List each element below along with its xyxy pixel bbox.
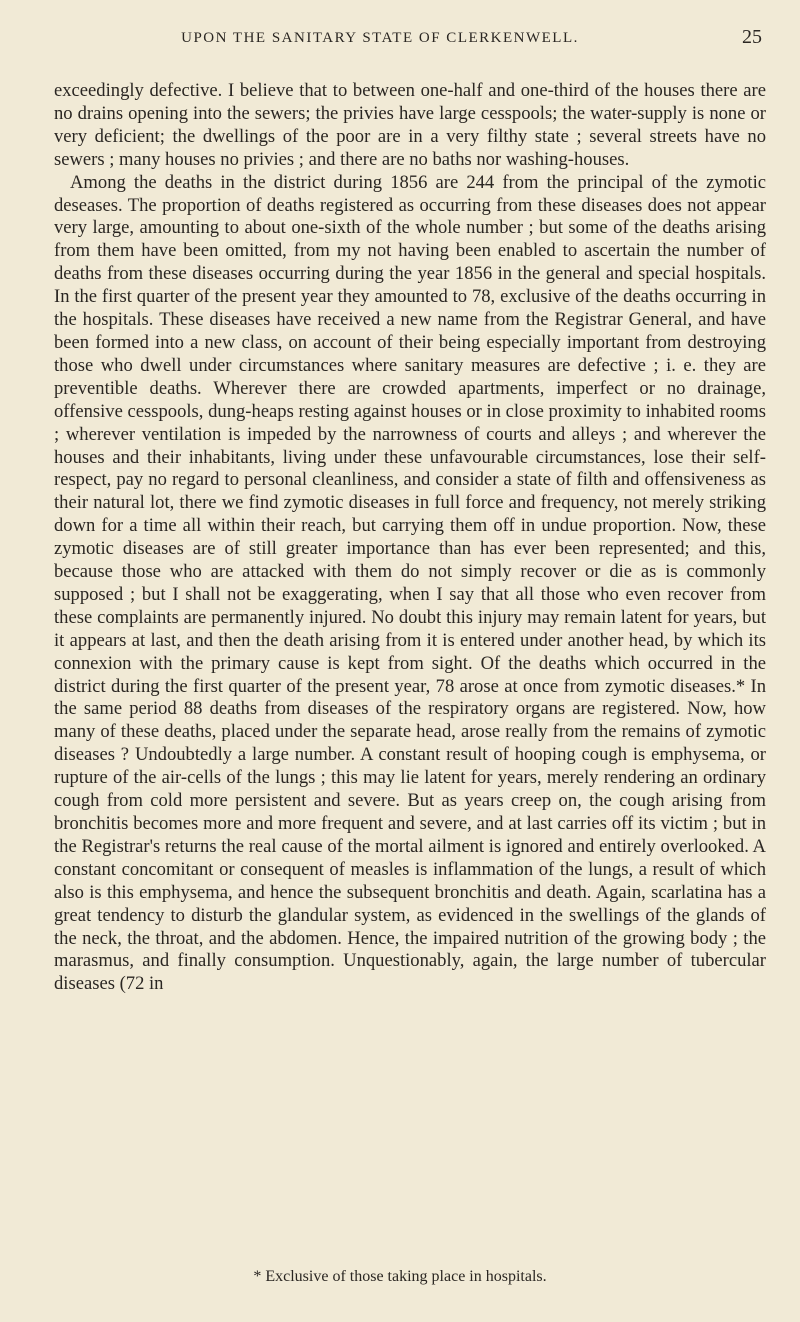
body-text: [54, 80, 766, 996]
running-head: UPON THE SANITARY STATE OF CLERKENWELL.: [181, 30, 579, 46]
paragraph-continued: exceedingly defective. I believe that to between one-half and one-third of the houses there are no drains opening into the sewers; the privies have large cesspools; the water-supply is none or very deficient; the dwellings of the poor are in a very filthy state ; several streets have no sewers ; many houses no privies ; and there are no baths nor washing-houses.: [54, 80, 766, 170]
page-number: 25: [742, 26, 762, 48]
paragraph: Among the deaths in the district during 1856 are 244 from the principal of the zymotic deseases. The proportion of deaths registered as occurring from these diseases does not appear very large, amounting to about one-sixth of the whole number ; but some of the deaths arising from them have been omitted, from my not having been enabled to ascertain the number of deaths from these diseases occurring during the year 1856 in the general and special hospitals. In the first quarter of the present year they amounted to 78, exclusive of the deaths occurring in the hospitals. These diseases have received a new name from the Registrar General, and have been formed into a new class, on account of their being especially important from destroying those who dwell under circumstances where sanitary measures are defective ; i. e. they are preventible deaths. Wherever there are crowded apartments, imperfect or no drainage, offensive cesspools, dung-heaps resting against houses or in close proximity to inhabited rooms ; wherever ventilation is impeded by the narrowness of courts and alleys ; and wherever the houses and their inhabitants, living under these unfavourable circumstances, lose their self-respect, pay no regard to personal cleanliness, and consider a state of filth and offensiveness as their natural lot, there we find zymotic diseases in full force and frequency, not merely striking down for a time all within their reach, but carrying them off in undue proportion. Now, these zymotic diseases are of still greater importance than has ever been represented; and this, because those who are attacked with them do not simply recover or die as is commonly supposed ; but I shall not be exaggerating, when I say that all those who even recover from these complaints are permanently injured. No doubt this injury may remain latent for years, but it appears at last, and then the death arising from it is entered under another head, by which its connexion with the primary cause is kept from sight. Of the deaths which occurred in the district during the first quarter of the present year, 78 arose at once from zymotic diseases.* In the same period 88 deaths from diseases of the respiratory organs are registered. Now, how many of these deaths, placed under the separate head, arose really from the remains of zymotic diseases ? Undoubtedly a large number. A constant result of hooping cough is emphysema, or rupture of the air-cells of the lungs ; this may lie latent for years, merely rendering an ordinary cough from cold more persistent and severe. But as years creep on, the cough arising from bronchitis becomes more and more frequent and severe, and at last carries off its victim ; but in the Registrar's returns the real cause of the mortal ailment is ignored and entirely overlooked. A constant concomitant or consequent of measles is inflammation of the lungs, a result of which also is this emphysema, and hence the subsequent bronchitis and death. Again, scarlatina has a great tendency to disturb the glandular system, as evidenced in the swellings of the glands of the neck, the throat, and the abdomen. Hence, the impaired nutrition of the growing body ; the marasmus, and finally consumption. Unquestionably, again, the large number of tubercular diseases (72 in: [54, 171, 766, 995]
footnote: * Exclusive of those taking place in hospitals.: [253, 1268, 547, 1285]
